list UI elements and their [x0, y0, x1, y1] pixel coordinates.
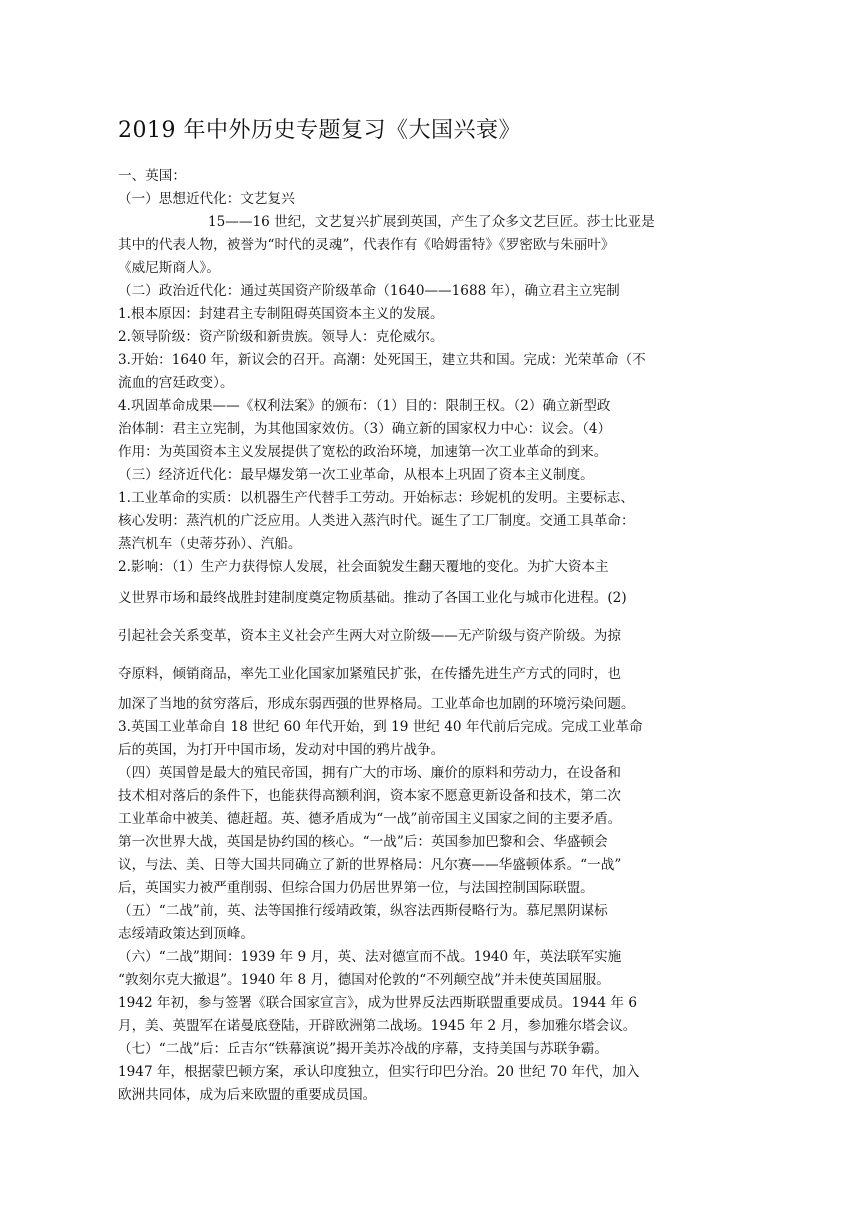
- paragraph-line: 后的英国，为打开中国市场，发动对中国的鸦片战争。: [118, 742, 445, 758]
- paragraph-line: 15——16 世纪，文艺复兴扩展到英国，产生了众多文艺巨匠。莎士比亚是: [208, 214, 655, 230]
- paragraph-line: 核心发明：蒸汽机的广泛应用。人类进入蒸汽时代。诞生了工厂制度。交通工具革命：: [118, 513, 635, 529]
- paragraph-line: “敦刻尔克大撤退”。1940 年 8 月，德国对伦敦的“不列颠空战”并未使英国屈服。: [118, 972, 610, 988]
- document-title: 2019 年中外历史专题复习《大国兴衰》: [118, 118, 521, 143]
- paragraph-line: 引起社会关系变革，资本主义社会产生两大对立阶级——无产阶级与资产阶级。为掠: [118, 628, 621, 644]
- subsection-heading-7: （七）“二战”后：丘吉尔“铁幕演说”揭开美苏冷战的序幕，支持美国与苏联争霸。: [118, 1041, 608, 1057]
- paragraph-line: 技术相对落后的条件下，也能获得高额利润，资本家不愿意更新设备和技术，第二次: [118, 788, 621, 804]
- paragraph-line: 志绥靖政策达到顶峰。: [118, 926, 254, 942]
- paragraph-line: 后，英国实力被严重削弱、但综合国力仍居世界第一位，与法国控制国际联盟。: [118, 880, 594, 896]
- paragraph-line: 加深了当地的贫穷落后，形成东弱西强的世界格局。工业革命也加剧的环境污染问题。: [118, 696, 635, 712]
- subsection-heading-4: （四）英国曾是最大的殖民帝国，拥有广大的市场、廉价的原料和劳动力，在设备和: [118, 765, 621, 781]
- paragraph-line: 《威尼斯商人》。: [118, 260, 220, 276]
- subsection-heading-2: （二）政治近代化：通过英国资产阶级革命（1640——1688 年），确立君主立宪制: [118, 283, 620, 299]
- paragraph-line: 1942 年初，参与签署《联合国家宣言》，成为世界反法西斯联盟重要成员。1944 年 6: [118, 995, 637, 1011]
- paragraph-line: 月，美、英盟军在诺曼底登陆，开辟欧洲第二战场。1945 年 2 月，参加雅尔塔会议。: [118, 1018, 637, 1034]
- paragraph-line: 议，与法、美、日等大国共同确立了新的世界格局：凡尔赛——华盛顿体系。“一战”: [118, 857, 622, 873]
- paragraph-line: 2.领导阶级：资产阶级和新贵族。领导人：克伦威尔。: [118, 329, 444, 345]
- paragraph-line: 作用：为英国资本主义发展提供了宽松的政治环境，加速第一次工业革命的到来。: [118, 444, 608, 460]
- paragraph-line: 1.工业革命的实质：以机器生产代替手工劳动。开始标志：珍妮机的发明。主要标志、: [118, 490, 634, 506]
- paragraph-line: 3.开始：1640 年，新议会的召开。高潮：处死国王，建立共和国。完成：光荣革命（不: [118, 352, 646, 368]
- paragraph-line: 2.影响：（1）生产力获得惊人发展，社会面貌发生翻天覆地的变化。为扩大资本主: [118, 559, 609, 575]
- paragraph-line: 工业革命中被美、德赶超。英、德矛盾成为“一战”前帝国主义国家之间的主要矛盾。: [118, 811, 622, 827]
- subsection-heading-3: （三）经济近代化：最早爆发第一次工业革命，从根本上巩固了资本主义制度。: [118, 467, 594, 483]
- paragraph-line: 3.英国工业革命自 18 世纪 60 年代开始，到 19 世纪 40 年代前后完成。完成工业革命: [118, 719, 643, 735]
- paragraph-line: 治体制：君主立宪制，为其他国家效仿。（3）确立新的国家权力中心：议会。（4）: [118, 421, 612, 437]
- subsection-heading-1: （一）思想近代化：文艺复兴: [118, 191, 295, 207]
- paragraph-line: 1.根本原因：封建君主专制阻碍英国资本主义的发展。: [118, 306, 444, 322]
- subsection-heading-5: （五）“二战”前，英、法等国推行绥靖政策，纵容法西斯侵略行为。慕尼黑阴谋标: [118, 903, 608, 919]
- paragraph-line: 流血的宫廷政变）。: [118, 375, 234, 391]
- paragraph-line: 其中的代表人物，被誉为“时代的灵魂”，代表作有《哈姆雷特》《罗密欧与朱丽叶》: [118, 237, 615, 253]
- section-heading-britain: 一、英国：: [118, 168, 186, 184]
- paragraph-line: 夺原料，倾销商品，率先工业化国家加紧殖民扩张，在传播先进生产方式的同时，也: [118, 666, 621, 682]
- paragraph-line: 欧洲共同体，成为后来欧盟的重要成员国。: [118, 1087, 377, 1103]
- subsection-heading-6: （六）“二战”期间：1939 年 9 月，英、法对德宣而不战。1940 年，英法联军实施: [118, 949, 622, 965]
- document-body: [118, 165, 738, 1107]
- paragraph-line: 蒸汽机车（史蒂芬孙）、汽船。: [118, 536, 302, 552]
- paragraph-line: 1947 年，根据蒙巴顿方案，承认印度独立，但实行印巴分治。20 世纪 70 年代，加入: [118, 1064, 640, 1080]
- paragraph-line: 4.巩固革命成果——《权利法案》的颁布：（1）目的：限制王权。（2）确立新型政: [118, 398, 611, 414]
- paragraph-line: 义世界市场和最终战胜封建制度奠定物质基础。推动了各国工业化与城市化进程。(2): [118, 590, 627, 606]
- paragraph-line: 第一次世界大战，英国是协约国的核心。“一战”后：英国参加巴黎和会、华盛顿会: [118, 834, 608, 850]
